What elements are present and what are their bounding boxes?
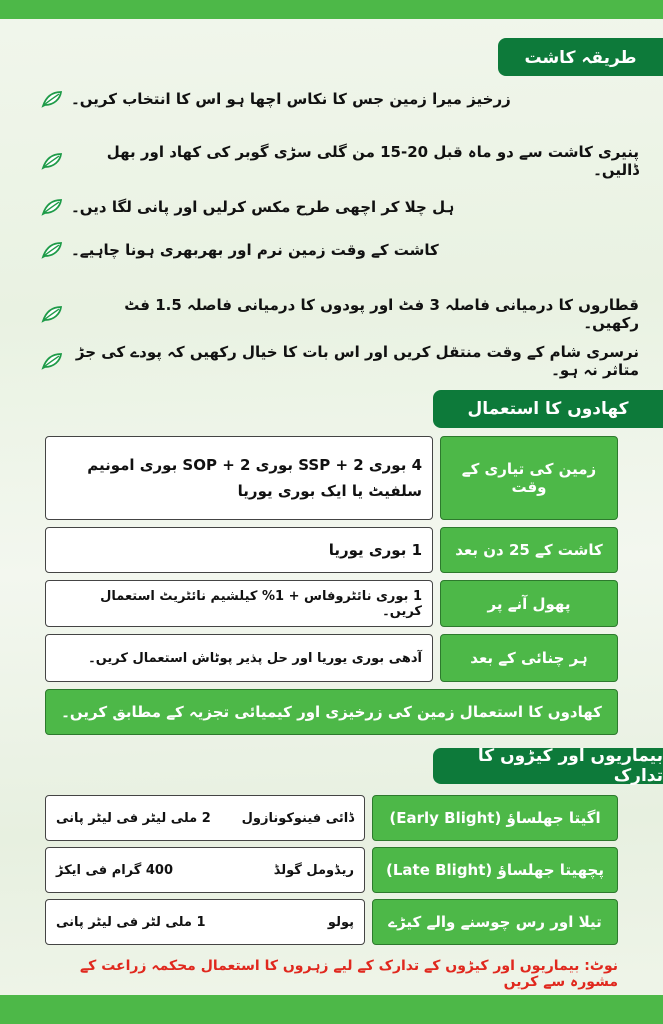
pest-treatment bbox=[45, 795, 365, 841]
fertilizer-dose bbox=[45, 436, 433, 520]
pest-problem-label: اگیتا جھلساؤ (Early Blight) bbox=[389, 809, 601, 827]
dose-line: 4 بوری SSP + 2 بوری SOP + 2 بوری امونیم bbox=[87, 456, 422, 474]
fertilizer-stage bbox=[440, 436, 618, 520]
fertilizer-stage bbox=[440, 527, 618, 573]
pests-header bbox=[433, 748, 663, 784]
note-text: نوٹ: بیماریوں اور کیڑوں کے تدارک کے لیے زہروں کا استعمال محکمہ زراعت کے مشورہ سے کریں bbox=[79, 958, 618, 990]
pest-treatment bbox=[45, 847, 365, 893]
cultivation-item bbox=[41, 90, 641, 108]
pest-problem-label: پچھیتا جھلساؤ (Late Blight) bbox=[386, 861, 605, 879]
dose-line: سلفیٹ یا ایک بوری یوریا bbox=[237, 482, 422, 500]
cultivation-item-text: نرسری شام کے وقت منتقل کریں اور اس بات کا خیال رکھیں کہ پودے کی جڑ متاثر نہ ہو۔ bbox=[75, 343, 639, 379]
cultivation-item-text: پنیری کاشت سے دو ماہ قبل 20-15 من گلی سڑی گوبر کی کھاد اور بھل ڈالیں۔ bbox=[106, 143, 639, 179]
fertilizer-title: کھادوں کا استعمال bbox=[467, 399, 629, 419]
fertilizer-header bbox=[433, 390, 663, 428]
fertilizer-dose bbox=[45, 527, 433, 573]
dose-line: آدھی بوری یوریا اور حل پذیر پوٹاش استعمال کریں۔ bbox=[88, 650, 422, 666]
stage-label: پھول آنے پر bbox=[487, 594, 571, 613]
cultivation-item bbox=[41, 296, 641, 332]
pest-problem-label: تیلا اور رس چوسنے والے کیڑے bbox=[388, 913, 602, 931]
leaf-icon bbox=[41, 152, 63, 170]
cultivation-title: طریقہ کاشت bbox=[524, 47, 637, 68]
cultivation-item bbox=[41, 241, 641, 259]
leaf-icon bbox=[41, 90, 63, 108]
cultivation-item bbox=[41, 343, 641, 379]
fertilizer-footer bbox=[45, 689, 618, 735]
leaf-icon bbox=[41, 198, 63, 216]
chemical-name: پولو bbox=[327, 914, 354, 930]
chemical-name: ریڈومل گولڈ bbox=[273, 862, 354, 878]
cultivation-item-text: ہل چلا کر اچھی طرح مکس کرلیں اور پانی لگا دیں۔ bbox=[71, 198, 455, 216]
stage-label: ہر چنائی کے بعد bbox=[470, 649, 588, 667]
top-band bbox=[0, 0, 663, 19]
pests-title: بیماریوں اور کیڑوں کا تدارک bbox=[477, 746, 663, 786]
leaf-icon bbox=[41, 305, 63, 323]
cultivation-header bbox=[498, 38, 663, 76]
pest-treatment bbox=[45, 899, 365, 945]
cultivation-item bbox=[41, 198, 641, 216]
pest-problem bbox=[372, 899, 618, 945]
stage-label: زمین کی تیاری کے وقت bbox=[461, 460, 597, 496]
chemical-dose: 2 ملی لیٹر فی لیٹر پانی bbox=[56, 810, 211, 826]
dose-line: 1 بوری یوریا bbox=[328, 541, 422, 559]
fertilizer-stage bbox=[440, 634, 618, 682]
cultivation-item-text: زرخیز میرا زمین جس کا نکاس اچھا ہو اس کا انتخاب کریں۔ bbox=[71, 90, 511, 108]
fertilizer-dose bbox=[45, 580, 433, 627]
leaf-icon bbox=[41, 352, 63, 370]
chemical-dose: 400 گرام فی ایکڑ bbox=[56, 862, 173, 878]
fertilizer-dose bbox=[45, 634, 433, 682]
fertilizer-stage bbox=[440, 580, 618, 627]
stage-label: کاشت کے 25 دن بعد bbox=[455, 541, 603, 559]
chemical-name: ڈائی فینوکونازول bbox=[241, 810, 354, 826]
pest-problem bbox=[372, 847, 618, 893]
leaf-icon bbox=[41, 241, 63, 259]
cultivation-item-text: کاشت کے وقت زمین نرم اور بھربھری ہونا چاہیے۔ bbox=[71, 241, 439, 259]
cultivation-item-text: قطاروں کا درمیانی فاصلہ 3 فٹ اور پودوں کا درمیانی فاصلہ 1.5 فٹ رکھیں۔ bbox=[124, 296, 639, 332]
dose-line: 1 بوری نائٹروفاس + 1% کیلشیم نائٹریٹ استعمال کریں۔ bbox=[100, 588, 422, 619]
chemical-dose: 1 ملی لٹر فی لیٹر پانی bbox=[56, 914, 206, 930]
bottom-band bbox=[0, 995, 663, 1024]
pest-problem bbox=[372, 795, 618, 841]
fertilizer-footer-text: کھادوں کا استعمال زمین کی زرخیزی اور کیمیائی تجزیہ کے مطابق کریں۔ bbox=[61, 703, 602, 721]
cultivation-item bbox=[41, 143, 641, 179]
